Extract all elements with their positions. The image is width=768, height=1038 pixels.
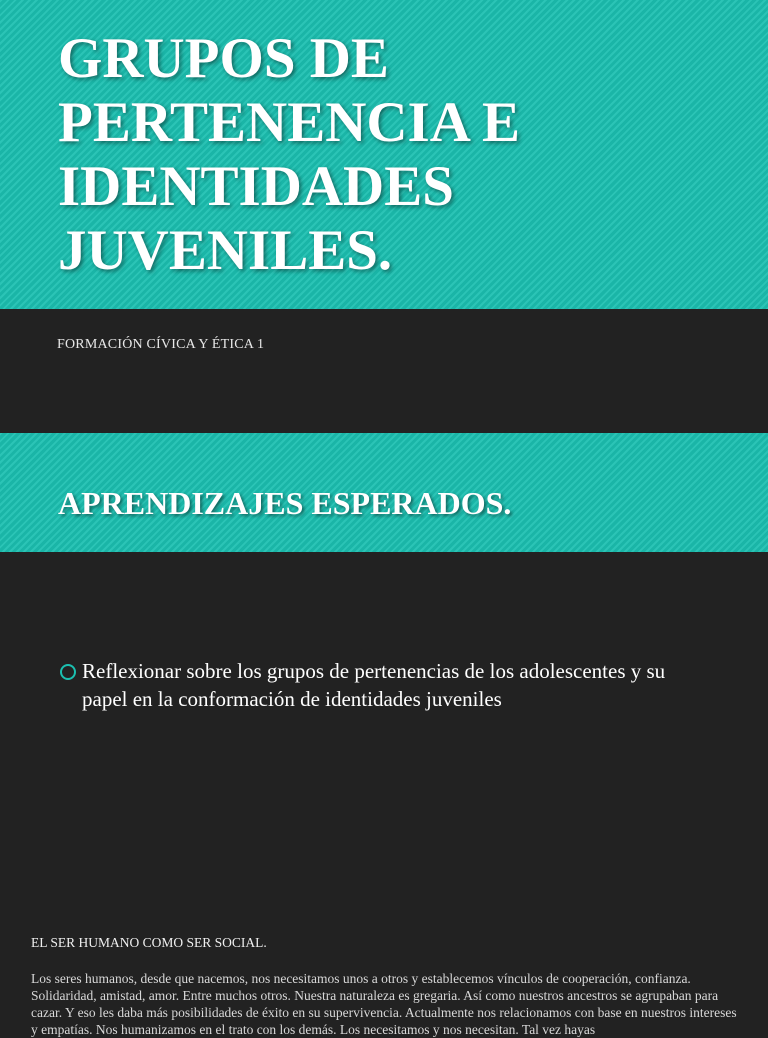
bullet-item — [60, 657, 710, 713]
objectives-title: APRENDIZAJES ESPERADOS. — [58, 485, 512, 521]
hollow-circle-bullet-icon — [60, 664, 76, 680]
text-slide-body: Los seres humanos, desde que nacemos, nos necesitamos unos a otros y establecemos vínculos de cooperación, confianza. Solidaridad, amistad, amor. Entre muchos otros. Nuestra naturaleza es gregaria. Así como nuestros ancestros se agrupaban para cazar. Y eso les daba más posibilidades de éxito en su supervivencia. Actualmente nos relacionamos con base en nuestros intereses y empatías. Nos humanizamos en el trato con los demás. Los necesitamos y nos necesitan. Tal vez hayas — [31, 971, 737, 1037]
subtitle-panel — [0, 309, 768, 433]
title-slide — [0, 0, 768, 433]
objectives-banner — [0, 433, 768, 552]
slide-subtitle: FORMACIÓN CÍVICA Y ÉTICA 1 — [57, 337, 265, 352]
slide-title: GRUPOS DE PERTENENCIA E IDENTIDADES JUVENILES. — [58, 27, 521, 282]
text-slide-heading: EL SER HUMANO COMO SER SOCIAL. — [31, 935, 267, 950]
objectives-body — [0, 552, 768, 897]
text-slide — [0, 897, 768, 1037]
bullet-text: Reflexionar sobre los grupos de pertenencias de los adolescentes y su papel en la conformación de identidades juveniles — [82, 659, 666, 711]
title-banner — [0, 0, 768, 309]
objectives-slide — [0, 433, 768, 897]
